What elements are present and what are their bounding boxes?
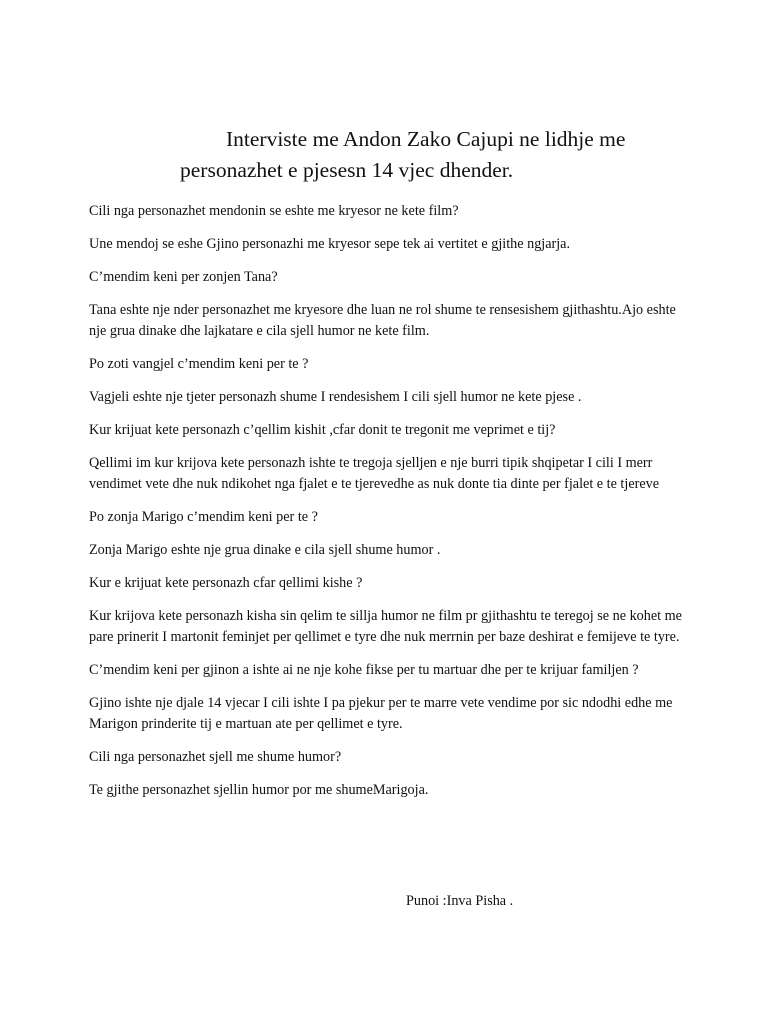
answer-2: Tana eshte nje nder personazhet me kryesore dhe luan ne rol shume te rensesishem gjithashtu.Ajo eshte nje grua dinake dhe lajkatare e cila sjell humor ne kete film. (89, 302, 676, 339)
answer-7: Gjino ishte nje djale 14 vjecar I cili ishte I pa pjekur per te marre vete vendime por sic ndodhi edhe me Marigon prinderite tij e martuan ate per qellimet e tyre. (89, 695, 673, 732)
answer-6: Kur krijova kete personazh kisha sin qelim te sillja humor ne film pr gjithashtu te teregoj se ne kohet me pare prinerit I martonit feminjet per qellimet e tyre dhe nuk merrnin per baze deshirat e femijeve te tyre. (89, 608, 682, 645)
question-7: C’mendim keni per gjinon a ishte ai ne nje kohe fikse per tu martuar dhe per te krijuar familjen ? (89, 662, 639, 678)
answer-1: Une mendoj se eshe Gjino personazhi me kryesor sepe tek ai vertitet e gjithe ngjarja. (89, 236, 571, 252)
answer-5: Zonja Marigo eshte nje grua dinake e cila sjell shume humor . (89, 542, 441, 558)
question-2: C’mendim keni per zonjen Tana? (89, 269, 278, 285)
title-line-1: Interviste me Andon Zako Cajupi ne lidhje me (226, 127, 626, 151)
question-5: Po zonja Marigo c’mendim keni per te ? (89, 509, 318, 525)
author-signature: Punoi :Inva Pisha . (406, 893, 514, 909)
title-line-2: personazhet e pjesesn 14 vjec dhender. (180, 158, 514, 182)
document-title (180, 124, 700, 186)
answer-8: Te gjithe personazhet sjellin humor por me shumeMarigoja. (89, 782, 429, 798)
answer-4: Qellimi im kur krijova kete personazh ishte te tregoja sjelljen e nje burri tipik shqipetar I cili I merr vendimet vete dhe nuk ndikohet nga fjalet e te tjerevedhe as nuk donte tia dinte per fjalet e te tjereve (89, 455, 660, 492)
question-8: Cili nga personazhet sjell me shume humor? (89, 749, 342, 765)
question-6: Kur e krijuat kete personazh cfar qellimi kishe ? (89, 575, 363, 591)
answer-3: Vagjeli eshte nje tjeter personazh shume I rendesishem I cili sjell humor ne kete pjese . (89, 389, 582, 405)
question-3: Po zoti vangjel c’mendim keni per te ? (89, 356, 309, 372)
question-1: Cili nga personazhet mendonin se eshte me kryesor ne kete film? (89, 203, 459, 219)
question-4: Kur krijuat kete personazh c’qellim kishit ,cfar donit te tregonit me veprimet e tij? (89, 422, 556, 438)
document-body (89, 201, 689, 813)
